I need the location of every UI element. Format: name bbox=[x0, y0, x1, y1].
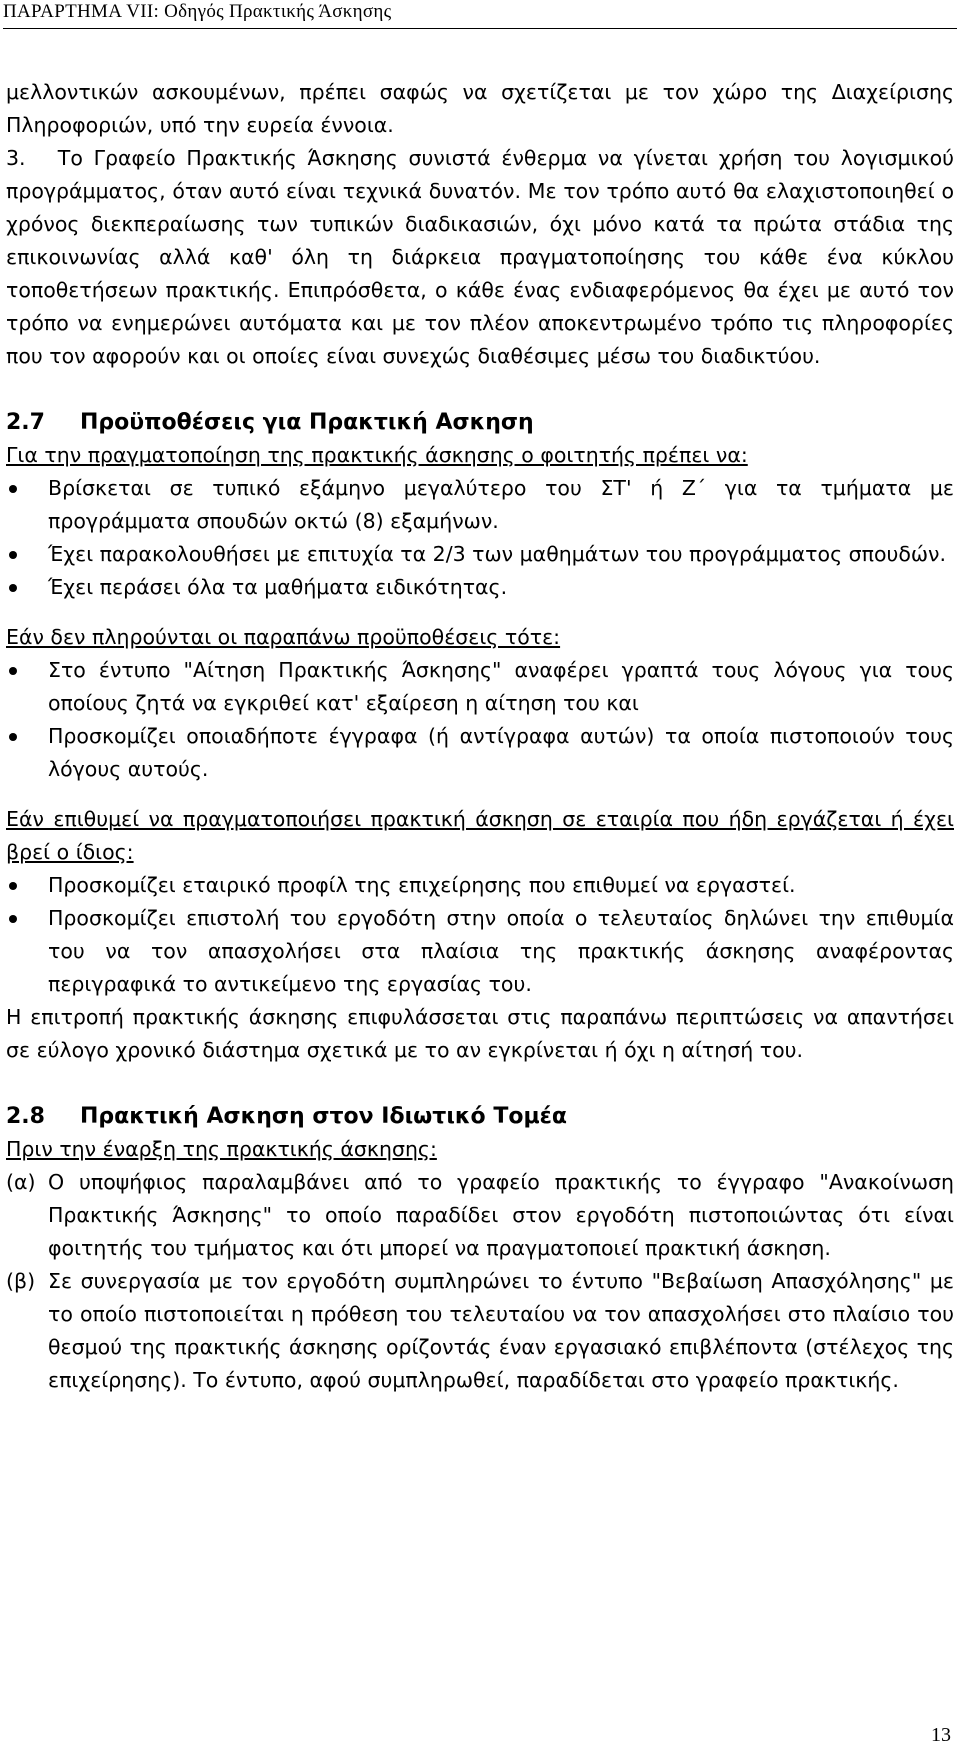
list-item bbox=[6, 1265, 954, 1397]
section-number: 2.7 bbox=[6, 410, 45, 435]
page-header: ΠΑΡΑΡΤΗΜΑ VII: Οδηγός Πρακτικής Άσκησης bbox=[3, 1, 392, 22]
unmet-conditions-lead: Εάν δεν πληρούνται οι παραπάνω προϋποθέσεις τότε: bbox=[6, 625, 561, 649]
list-item: Προσκομίζει οποιαδήποτε έγγραφα (ή αντίγραφα αυτών) τα οποία πιστοποιούν τους λόγους αυτούς. bbox=[6, 720, 954, 786]
section-2-8-heading bbox=[6, 1100, 954, 1133]
intro-continuation: μελλοντικών ασκουμένων, πρέπει σαφώς να σχετίζεται με τον χώρο της Διαχείρισης Πληροφοριών, υπό την ευρεία έννοια. bbox=[6, 80, 954, 137]
document-body bbox=[6, 76, 954, 1397]
list-item: Βρίσκεται σε τυπικό εξάμηνο μεγαλύτερο του ΣΤ' ή Ζ΄ για τα τμήματα με προγράμματα σπουδών οκτώ (8) εξαμήνων. bbox=[6, 472, 954, 538]
list-item: Στο έντυπο "Αίτηση Πρακτικής Άσκησης" αναφέρει γραπτά τους λόγους για τους οποίους ζητά να εγκριθεί κατ' εξαίρεση η αίτηση του και bbox=[6, 654, 954, 720]
page-number: 13 bbox=[931, 1724, 951, 1746]
requirements-list bbox=[6, 472, 954, 604]
list-item: Έχει περάσει όλα τα μαθήματα ειδικότητας. bbox=[6, 571, 954, 604]
requirements-lead: Για την πραγματοποίηση της πρακτικής άσκησης ο φοιτητής πρέπει να: bbox=[6, 443, 748, 467]
item-text: Σε συνεργασία με τον εργοδότη συμπληρώνει το έντυπο "Βεβαίωση Απασχόλησης" με το οποίο πιστοποιείται η πρόθεση του τελευταίου να τον απασχολήσει στο πλαίσιο του θεσμού της πρακτικής άσκησης ορίζοντάς έναν εργασιακό επιβλέποντα (στέλεχος της επιχείρησης). Το έντυπο, αφού συμπληρωθεί, παραδίδεται στο γραφείο πρακτικής. bbox=[48, 1269, 954, 1392]
own-company-list bbox=[6, 869, 954, 1001]
header-divider bbox=[3, 28, 957, 29]
item-marker: (α) bbox=[6, 1170, 36, 1194]
list-item: Προσκομίζει εταιρικό προφίλ της επιχείρησης που επιθυμεί να εργαστεί. bbox=[6, 869, 954, 902]
unmet-conditions-list bbox=[6, 654, 954, 786]
before-start-lead: Πριν την έναρξη της πρακτικής άσκησης: bbox=[6, 1137, 437, 1161]
list-item: Έχει παρακολουθήσει με επιτυχία τα 2/3 των μαθημάτων του προγράμματος σπουδών. bbox=[6, 538, 954, 571]
list-item bbox=[6, 1166, 954, 1265]
section-number: 2.8 bbox=[6, 1104, 45, 1129]
before-start-list bbox=[6, 1166, 954, 1397]
intro-item-3: 3. Το Γραφείο Πρακτικής Άσκησης συνιστά ένθερμα να γίνεται χρήση του λογισμικού προγράμματος, όταν αυτό είναι τεχνικά δυνατόν. Με τον τρόπο αυτό θα ελαχιστοποιηθεί ο χρόνος διεκπεραίωσης των τυπικών διαδικασιών, όχι μόνο κατά τα πρώτα στάδια της επικοινωνίας αλλά καθ' όλη τη διάρκεια πραγματοποίησης του κάθε ένα κύκλου τοποθετήσεων πρακτικής. Επιπρόσθετα, ο κάθε ένας ενδιαφερόμενος θα έχει με αυτό τον τρόπο να ενημερώνει αυτόματα και με τον πλέον αποκεντρωμένο τρόπο τις πληροφορίες που τον αφορούν και οι οποίες είναι συνεχώς διαθέσιμες μέσω του διαδικτύου. bbox=[6, 146, 954, 368]
item-text: Ο υποψήφιος παραλαμβάνει από το γραφείο πρακτικής το έγγραφο "Ανακοίνωση Πρακτικής Άσκησης" το οποίο παραδίδει στον εργοδότη πιστοποιώντας ότι είναι φοιτητής του τμήματος και ότι μπορεί να πραγματοποιεί πρακτική άσκηση. bbox=[48, 1170, 954, 1260]
item-marker: (β) bbox=[6, 1269, 36, 1293]
list-item: Προσκομίζει επιστολή του εργοδότη στην οποία ο τελευταίος δηλώνει την επιθυμία του να τον απασχολήσει στα πλαίσια της πρακτικής άσκησης αναφέροντας περιγραφικά το αντικείμενο της εργασίας του. bbox=[6, 902, 954, 1001]
committee-note: Η επιτροπή πρακτικής άσκησης επιφυλάσσεται στις παραπάνω περιπτώσεις να απαντήσει σε εύλογο χρονικό διάστημα σχετικά με το αν εγκρίνεται ή όχι η αίτησή του. bbox=[6, 1005, 954, 1062]
section-title: Πρακτική Ασκηση στον Ιδιωτικό Τομέα bbox=[80, 1104, 567, 1129]
section-2-7-heading bbox=[6, 406, 954, 439]
section-title: Προϋποθέσεις για Πρακτική Ασκηση bbox=[80, 410, 534, 435]
own-company-lead: Εάν επιθυμεί να πραγματοποιήσει πρακτική άσκηση σε εταιρία που ήδη εργάζεται ή έχει βρεί ο ίδιος: bbox=[6, 807, 954, 864]
